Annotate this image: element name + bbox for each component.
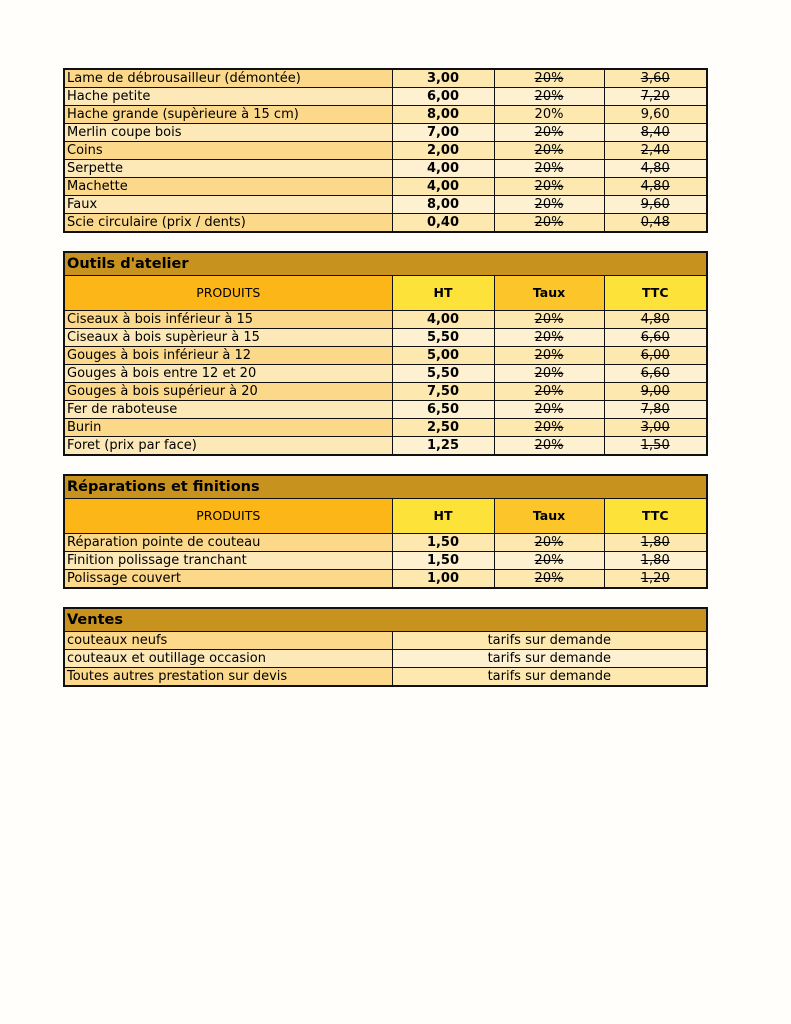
- ventes-table: [63, 607, 708, 687]
- tax-rate: 20%: [494, 106, 604, 124]
- price-ht: 1,50: [392, 552, 494, 570]
- price-ht: 2,50: [392, 419, 494, 437]
- price-ht: 5,00: [392, 347, 494, 365]
- table-row: [64, 632, 707, 650]
- price-ht: 7,00: [392, 124, 494, 142]
- price-ht: 4,00: [392, 311, 494, 329]
- table-row: [64, 88, 707, 106]
- product-name: Burin: [64, 419, 392, 437]
- table-row: [64, 142, 707, 160]
- price-ht: 1,50: [392, 534, 494, 552]
- product-name: Serpette: [64, 160, 392, 178]
- top-price-table: [63, 68, 708, 233]
- price-ttc: 4,80: [604, 178, 707, 196]
- price-ttc: 9,60: [604, 106, 707, 124]
- section-title: Ventes: [64, 608, 707, 632]
- price-ttc: 7,80: [604, 401, 707, 419]
- tax-rate: 20%: [494, 401, 604, 419]
- reparations-table: [63, 474, 708, 589]
- tax-rate: 20%: [494, 311, 604, 329]
- tax-rate: 20%: [494, 552, 604, 570]
- price-ttc: 4,80: [604, 160, 707, 178]
- header-ttc: TTC: [604, 276, 707, 311]
- table-row: [64, 552, 707, 570]
- price-ttc: 4,80: [604, 311, 707, 329]
- price-ttc: 6,60: [604, 329, 707, 347]
- price-note: tarifs sur demande: [392, 668, 707, 687]
- tax-rate: 20%: [494, 365, 604, 383]
- product-name: Faux: [64, 196, 392, 214]
- tax-rate: 20%: [494, 178, 604, 196]
- product-name: Polissage couvert: [64, 570, 392, 589]
- price-ttc: 9,00: [604, 383, 707, 401]
- table-row: [64, 214, 707, 233]
- price-ht: 8,00: [392, 196, 494, 214]
- price-ttc: 1,50: [604, 437, 707, 456]
- table-row: [64, 106, 707, 124]
- product-name: Hache petite: [64, 88, 392, 106]
- table-row: [64, 347, 707, 365]
- price-ht: 1,25: [392, 437, 494, 456]
- price-ttc: 3,00: [604, 419, 707, 437]
- table-row: [64, 178, 707, 196]
- product-name: Coins: [64, 142, 392, 160]
- price-ttc: 2,40: [604, 142, 707, 160]
- tax-rate: 20%: [494, 347, 604, 365]
- section-title: Outils d'atelier: [64, 252, 707, 276]
- price-ht: 2,00: [392, 142, 494, 160]
- price-sheet: [63, 68, 706, 687]
- tax-rate: 20%: [494, 160, 604, 178]
- table-row: [64, 160, 707, 178]
- price-ttc: 7,20: [604, 88, 707, 106]
- tax-rate: 20%: [494, 196, 604, 214]
- price-ht: 5,50: [392, 365, 494, 383]
- table-row: [64, 365, 707, 383]
- product-name: Gouges à bois supérieur à 20: [64, 383, 392, 401]
- table-row: [64, 329, 707, 347]
- table-row: [64, 534, 707, 552]
- atelier-table: [63, 251, 708, 456]
- header-taux: Taux: [494, 499, 604, 534]
- table-row: [64, 196, 707, 214]
- product-name: Gouges à bois inférieur à 12: [64, 347, 392, 365]
- price-ttc: 3,60: [604, 69, 707, 88]
- price-ttc: 1,80: [604, 534, 707, 552]
- price-ht: 7,50: [392, 383, 494, 401]
- table-row: [64, 401, 707, 419]
- price-note: tarifs sur demande: [392, 632, 707, 650]
- tax-rate: 20%: [494, 534, 604, 552]
- tax-rate: 20%: [494, 329, 604, 347]
- price-ttc: 6,60: [604, 365, 707, 383]
- tax-rate: 20%: [494, 419, 604, 437]
- product-name: couteaux et outillage occasion: [64, 650, 392, 668]
- price-ht: 0,40: [392, 214, 494, 233]
- tax-rate: 20%: [494, 88, 604, 106]
- product-name: Réparation pointe de couteau: [64, 534, 392, 552]
- header-taux: Taux: [494, 276, 604, 311]
- price-ht: 4,00: [392, 160, 494, 178]
- table-row: [64, 419, 707, 437]
- table-row: [64, 668, 707, 687]
- product-name: Ciseaux à bois supèrieur à 15: [64, 329, 392, 347]
- product-name: Merlin coupe bois: [64, 124, 392, 142]
- table-row: [64, 311, 707, 329]
- price-ttc: 1,80: [604, 552, 707, 570]
- price-ht: 1,00: [392, 570, 494, 589]
- product-name: Foret (prix par face): [64, 437, 392, 456]
- price-ht: 8,00: [392, 106, 494, 124]
- product-name: couteaux neufs: [64, 632, 392, 650]
- price-ttc: 1,20: [604, 570, 707, 589]
- product-name: Finition polissage tranchant: [64, 552, 392, 570]
- tax-rate: 20%: [494, 214, 604, 233]
- table-row: [64, 570, 707, 589]
- price-ht: 4,00: [392, 178, 494, 196]
- tax-rate: 20%: [494, 570, 604, 589]
- price-note: tarifs sur demande: [392, 650, 707, 668]
- price-ht: 6,50: [392, 401, 494, 419]
- header-ht: HT: [392, 276, 494, 311]
- table-row: [64, 383, 707, 401]
- tax-rate: 20%: [494, 124, 604, 142]
- tax-rate: 20%: [494, 383, 604, 401]
- table-row: [64, 124, 707, 142]
- header-ht: HT: [392, 499, 494, 534]
- price-ttc: 6,00: [604, 347, 707, 365]
- product-name: Toutes autres prestation sur devis: [64, 668, 392, 687]
- table-row: [64, 69, 707, 88]
- section-title: Réparations et finitions: [64, 475, 707, 499]
- product-name: Gouges à bois entre 12 et 20: [64, 365, 392, 383]
- header-produits: PRODUITS: [64, 276, 392, 311]
- price-ttc: 9,60: [604, 196, 707, 214]
- product-name: Fer de raboteuse: [64, 401, 392, 419]
- product-name: Scie circulaire (prix / dents): [64, 214, 392, 233]
- table-row: [64, 650, 707, 668]
- header-produits: PRODUITS: [64, 499, 392, 534]
- tax-rate: 20%: [494, 142, 604, 160]
- product-name: Machette: [64, 178, 392, 196]
- tax-rate: 20%: [494, 69, 604, 88]
- price-ht: 3,00: [392, 69, 494, 88]
- table-row: [64, 437, 707, 456]
- tax-rate: 20%: [494, 437, 604, 456]
- product-name: Hache grande (supèrieure à 15 cm): [64, 106, 392, 124]
- product-name: Ciseaux à bois inférieur à 15: [64, 311, 392, 329]
- price-ttc: 8,40: [604, 124, 707, 142]
- price-ht: 5,50: [392, 329, 494, 347]
- header-ttc: TTC: [604, 499, 707, 534]
- product-name: Lame de débrousailleur (démontée): [64, 69, 392, 88]
- price-ht: 6,00: [392, 88, 494, 106]
- price-ttc: 0,48: [604, 214, 707, 233]
